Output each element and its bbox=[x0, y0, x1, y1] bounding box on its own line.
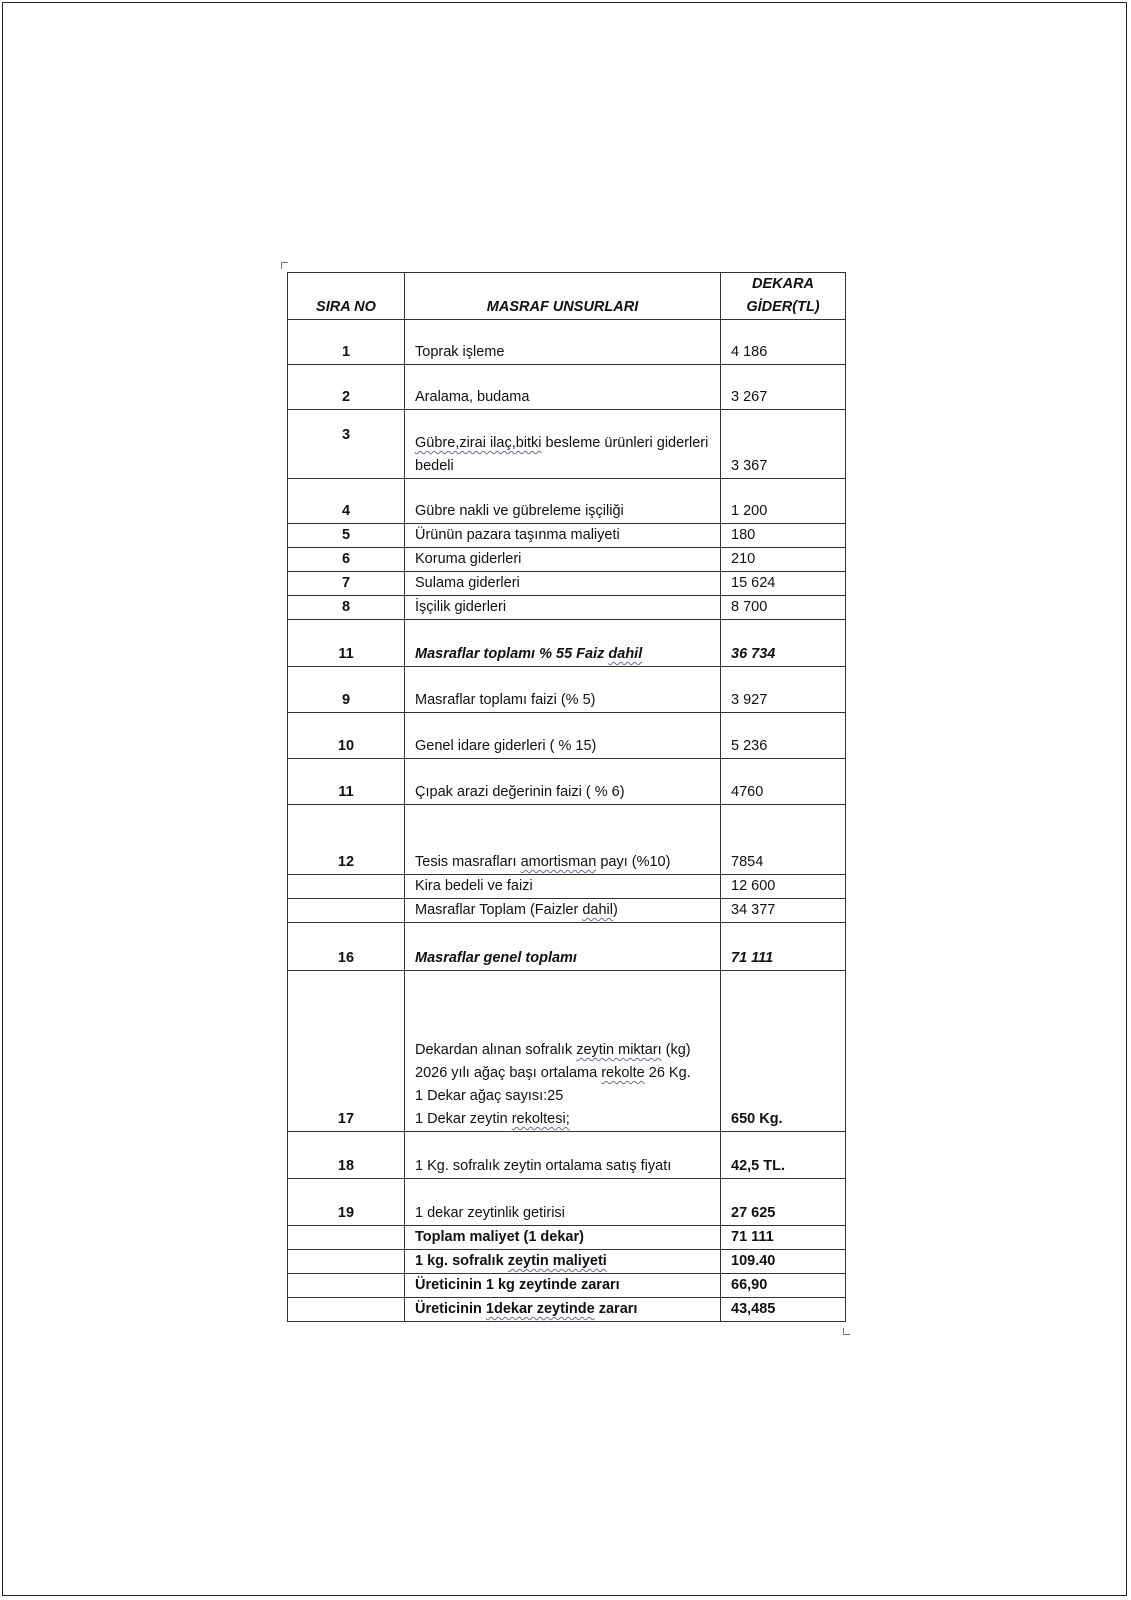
row-description-part: Dekardan alınan sofralık bbox=[415, 1042, 577, 1058]
row-description: Sulama giderleri bbox=[405, 572, 721, 596]
row-number: 19 bbox=[288, 1179, 405, 1226]
row-description bbox=[405, 899, 721, 923]
row-description bbox=[405, 1250, 721, 1274]
row-description-part: ) bbox=[612, 902, 618, 918]
header-dekara-gider: DEKARA GİDER(TL) bbox=[721, 273, 846, 320]
table-row bbox=[288, 971, 846, 1132]
row-number: 11 bbox=[288, 759, 405, 805]
row-description-part: Masraflar toplamı % 55 Faiz bbox=[415, 646, 609, 662]
row-number: 9 bbox=[288, 667, 405, 713]
table-row bbox=[288, 1226, 846, 1250]
row-description bbox=[405, 1298, 721, 1322]
row-description: 1 dekar zeytinlik getirisi bbox=[405, 1179, 721, 1226]
table-row bbox=[288, 899, 846, 923]
row-value: 71 111 bbox=[721, 1226, 846, 1250]
row-number: 5 bbox=[288, 524, 405, 548]
row-description-part: rekoltesi; bbox=[511, 1111, 570, 1127]
table-row bbox=[288, 1179, 846, 1226]
row-description-part: Gübre,zirai ilaç,bitki bbox=[415, 435, 542, 451]
row-description-part: besleme ürünleri giderleri bedeli bbox=[415, 435, 709, 474]
row-description-part: Masraflar Toplam (Faizler bbox=[415, 902, 583, 918]
table-row bbox=[288, 479, 846, 524]
row-description bbox=[405, 971, 721, 1132]
row-description-part: 1dekar zeytinde bbox=[485, 1301, 595, 1317]
table-row bbox=[288, 713, 846, 759]
table-row-subtotal bbox=[288, 620, 846, 667]
table-row bbox=[288, 548, 846, 572]
row-description-part: Tesis masrafları bbox=[415, 854, 521, 870]
header-masraf-unsurlari: MASRAF UNSURLARI bbox=[405, 273, 721, 320]
row-description-part: dahil bbox=[608, 646, 643, 662]
row-number: 17 bbox=[288, 971, 405, 1132]
row-number bbox=[288, 1298, 405, 1322]
table-row-grand-total bbox=[288, 923, 846, 971]
row-value: 8 700 bbox=[721, 596, 846, 620]
corner-mark-top-left bbox=[281, 262, 288, 269]
table-row bbox=[288, 1274, 846, 1298]
row-description-part: zeytin maliyeti bbox=[507, 1253, 607, 1269]
row-description-part: Üreticinin bbox=[415, 1301, 486, 1317]
row-value: 109.40 bbox=[721, 1250, 846, 1274]
row-value: 7854 bbox=[721, 805, 846, 875]
row-value: 4 186 bbox=[721, 320, 846, 365]
row-description-part: rekolte bbox=[601, 1065, 645, 1081]
row-description: Ürünün pazara taşınma maliyeti bbox=[405, 524, 721, 548]
row-number: 16 bbox=[288, 923, 405, 971]
row-number: 12 bbox=[288, 805, 405, 875]
row-description: Toplam maliyet (1 dekar) bbox=[405, 1226, 721, 1250]
table-row bbox=[288, 759, 846, 805]
row-number: 11 bbox=[288, 620, 405, 667]
table-row bbox=[288, 667, 846, 713]
row-description-part: 1 Dekar zeytin bbox=[415, 1111, 512, 1127]
row-number: 2 bbox=[288, 365, 405, 410]
corner-mark-bottom-right bbox=[843, 1328, 850, 1335]
row-number: 8 bbox=[288, 596, 405, 620]
row-description: 1 Kg. sofralık zeytin ortalama satış fiyatı bbox=[405, 1132, 721, 1179]
row-number: 6 bbox=[288, 548, 405, 572]
row-number bbox=[288, 1274, 405, 1298]
row-value: 1 200 bbox=[721, 479, 846, 524]
row-number: 7 bbox=[288, 572, 405, 596]
row-value: 34 377 bbox=[721, 899, 846, 923]
row-value: 66,90 bbox=[721, 1274, 846, 1298]
table-row bbox=[288, 410, 846, 479]
row-description: Masraflar toplamı faizi (% 5) bbox=[405, 667, 721, 713]
cost-table bbox=[287, 272, 846, 1322]
row-value: 3 927 bbox=[721, 667, 846, 713]
row-description-line bbox=[415, 1039, 710, 1062]
row-number: 1 bbox=[288, 320, 405, 365]
row-description bbox=[405, 620, 721, 667]
row-description bbox=[405, 805, 721, 875]
row-description-part: 2026 yılı ağaç başı ortalama bbox=[415, 1065, 602, 1081]
row-description: Toprak işleme bbox=[405, 320, 721, 365]
row-value: 650 Kg. bbox=[721, 971, 846, 1132]
row-value: 36 734 bbox=[721, 620, 846, 667]
row-description-part: zararı bbox=[594, 1301, 638, 1317]
row-description-part: dahil bbox=[582, 902, 613, 918]
row-description: İşçilik giderleri bbox=[405, 596, 721, 620]
row-description: Koruma giderleri bbox=[405, 548, 721, 572]
row-number bbox=[288, 1250, 405, 1274]
table-row bbox=[288, 1132, 846, 1179]
row-number bbox=[288, 875, 405, 899]
row-number: 18 bbox=[288, 1132, 405, 1179]
table-row bbox=[288, 596, 846, 620]
row-description: Kira bedeli ve faizi bbox=[405, 875, 721, 899]
row-value: 43,485 bbox=[721, 1298, 846, 1322]
table-row bbox=[288, 875, 846, 899]
table-row bbox=[288, 572, 846, 596]
row-number bbox=[288, 899, 405, 923]
row-description-part: 26 Kg. bbox=[644, 1065, 691, 1081]
row-description: Çıpak arazi değerinin faizi ( % 6) bbox=[405, 759, 721, 805]
row-description-part: zeytin miktarı bbox=[576, 1042, 662, 1058]
row-description: Masraflar genel toplamı bbox=[405, 923, 721, 971]
row-description: Genel idare giderleri ( % 15) bbox=[405, 713, 721, 759]
table-row bbox=[288, 365, 846, 410]
table-row bbox=[288, 1298, 846, 1322]
row-value: 180 bbox=[721, 524, 846, 548]
row-description bbox=[405, 410, 721, 479]
row-value: 3 267 bbox=[721, 365, 846, 410]
row-description: Üreticinin 1 kg zeytinde zararı bbox=[405, 1274, 721, 1298]
row-value: 3 367 bbox=[721, 410, 846, 479]
row-description-line bbox=[415, 1062, 710, 1085]
row-value: 5 236 bbox=[721, 713, 846, 759]
row-value: 210 bbox=[721, 548, 846, 572]
row-description-line: 1 Dekar ağaç sayısı:25 bbox=[415, 1088, 564, 1104]
row-description: Gübre nakli ve gübreleme işçiliği bbox=[405, 479, 721, 524]
row-description-part: (kg) bbox=[661, 1042, 691, 1058]
row-description-part: amortisman bbox=[520, 854, 597, 870]
row-number bbox=[288, 1226, 405, 1250]
table-row bbox=[288, 805, 846, 875]
row-number: 4 bbox=[288, 479, 405, 524]
row-value: 42,5 TL. bbox=[721, 1132, 846, 1179]
header-row bbox=[288, 273, 846, 320]
table-row bbox=[288, 524, 846, 548]
row-description-part: 1 kg. sofralık bbox=[415, 1253, 508, 1269]
row-value: 12 600 bbox=[721, 875, 846, 899]
header-sira-no: SIRA NO bbox=[288, 273, 405, 320]
row-value: 15 624 bbox=[721, 572, 846, 596]
row-value: 71 111 bbox=[721, 923, 846, 971]
row-number: 3 bbox=[288, 410, 405, 479]
table-row bbox=[288, 320, 846, 365]
row-number: 10 bbox=[288, 713, 405, 759]
row-description-line bbox=[415, 1108, 710, 1131]
row-description-part: payı (%10) bbox=[596, 854, 671, 870]
table-row bbox=[288, 1250, 846, 1274]
row-value: 4760 bbox=[721, 759, 846, 805]
row-description: Aralama, budama bbox=[405, 365, 721, 410]
row-value: 27 625 bbox=[721, 1179, 846, 1226]
